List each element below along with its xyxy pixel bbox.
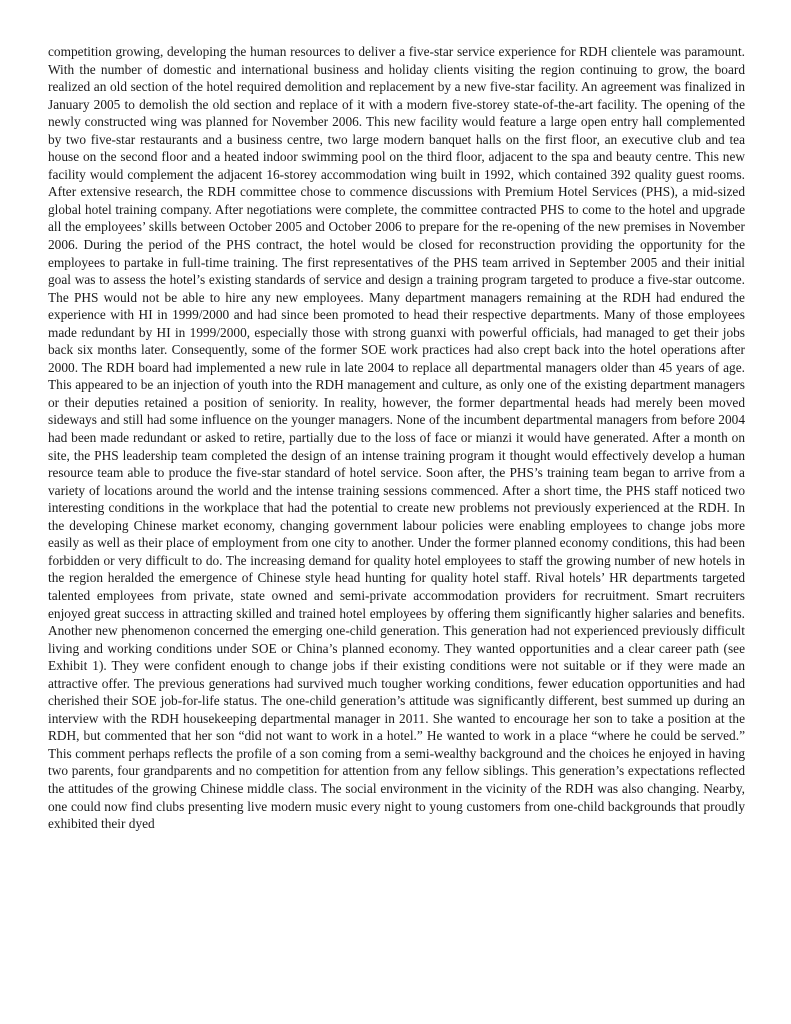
document-page: [48, 43, 745, 833]
body-paragraph: competition growing, developing the human resources to deliver a five-star service experience for RDH clientele was paramount. With the number of domestic and international business and holiday clients visiting the region continuing to grow, the board realized an old section of the hotel required demolition and replacement by a new five-star facility. An agreement was finalized in January 2005 to demolish the old section and replace of it with a modern five-storey state-of-the-art facility. The opening of the newly constructed wing was planned for November 2006. This new facility would feature a large open entry hall complemented by two five-star restaurants and a business centre, two large modern banquet halls on the first floor, an executive club and tea house on the second floor and a heated indoor swimming pool on the third floor, adjacent to the spa and beauty centre. This new facility would complement the adjacent 16-storey accommodation wing built in 1992, which contained 392 quality guest rooms. After extensive research, the RDH committee chose to commence discussions with Premium Hotel Services (PHS), a mid-sized global hotel training company. After negotiations were complete, the committee contracted PHS to come to the hotel and upgrade all the employees’ skills between October 2005 and October 2006 to prepare for the re-opening of the new premises in November 2006. During the period of the PHS contract, the hotel would be closed for reconstruction providing the opportunity for the employees to partake in full-time training. The first representatives of the PHS team arrived in September 2005 and their initial goal was to assess the hotel’s existing standards of service and design a training program targeted to produce a five-star outcome. The PHS would not be able to hire any new employees. Many department managers remaining at the RDH had endured the experience with HI in 1999/2000 and had since been promoted to head their respective departments. Many of those employees made redundant by HI in 1999/2000, especially those with strong guanxi with powerful officials, had managed to get their jobs back six months later. Consequently, some of the former SOE work practices had also crept back into the hotel operations after 2000. The RDH board had implemented a new rule in late 2004 to replace all departmental managers older than 45 years of age. This appeared to be an injection of youth into the RDH management and culture, as only one of the existing department managers or their deputies retained a position of seniority. In reality, however, the former departmental heads had merely been moved sideways and still had some influence on the younger managers. None of the incumbent departmental managers from before 2004 had been made redundant or asked to retire, partially due to the loss of face or mianzi it would have generated. After a month on site, the PHS leadership team completed the design of an intense training program it thought would effectively develop a human resource team able to produce the five-star standard of hotel service. Soon after, the PHS’s training team began to arrive from a variety of locations around the world and the intense training sessions commenced. After a short time, the PHS staff noticed two interesting conditions in the workplace that had the potential to create new problems not previously experienced at the RDH. In the developing Chinese market economy, changing government labour policies were enabling employees to change jobs more easily as well as their place of employment from one city to another. Under the former planned economy conditions, this had been forbidden or very difficult to do. The increasing demand for quality hotel employees to staff the growing number of new hotels in the region heralded the emergence of Chinese style head hunting for quality hotel staff. Rival hotels’ HR departments targeted talented employees from private, state owned and semi-private accommodation providers for recruitment. Smart recruiters enjoyed great success in attracting skilled and trained hotel employees by offering them significantly higher salaries and benefits. Another new phenomenon concerned the emerging one-child generation. This generation had not experienced previously difficult living and working conditions under SOE or China’s planned economy. They wanted opportunities and a clear career path (see Exhibit 1). They were confident enough to change jobs if their existing conditions were not suitable or if they were made an attractive offer. The previous generations had survived much tougher working conditions, fewer education opportunities and had cherished their SOE job-for-life status. The one-child generation’s attitude was significantly different, best summed up during an interview with the RDH housekeeping departmental manager in 2011. She wanted to encourage her son to take a position at the RDH, but commented that her son “did not want to work in a hotel.” He wanted to work in a place “where he could be served.” This comment perhaps reflects the profile of a son coming from a semi-wealthy background and the choices he enjoyed in having two parents, four grandparents and no competition for attention from any fellow siblings. This generation’s expectations reflected the attitudes of the growing Chinese middle class. The social environment in the vicinity of the RDH was also changing. Nearby, one could now find clubs presenting live modern music every night to young customers from one-child backgrounds that proudly exhibited their dyed: [48, 44, 745, 832]
